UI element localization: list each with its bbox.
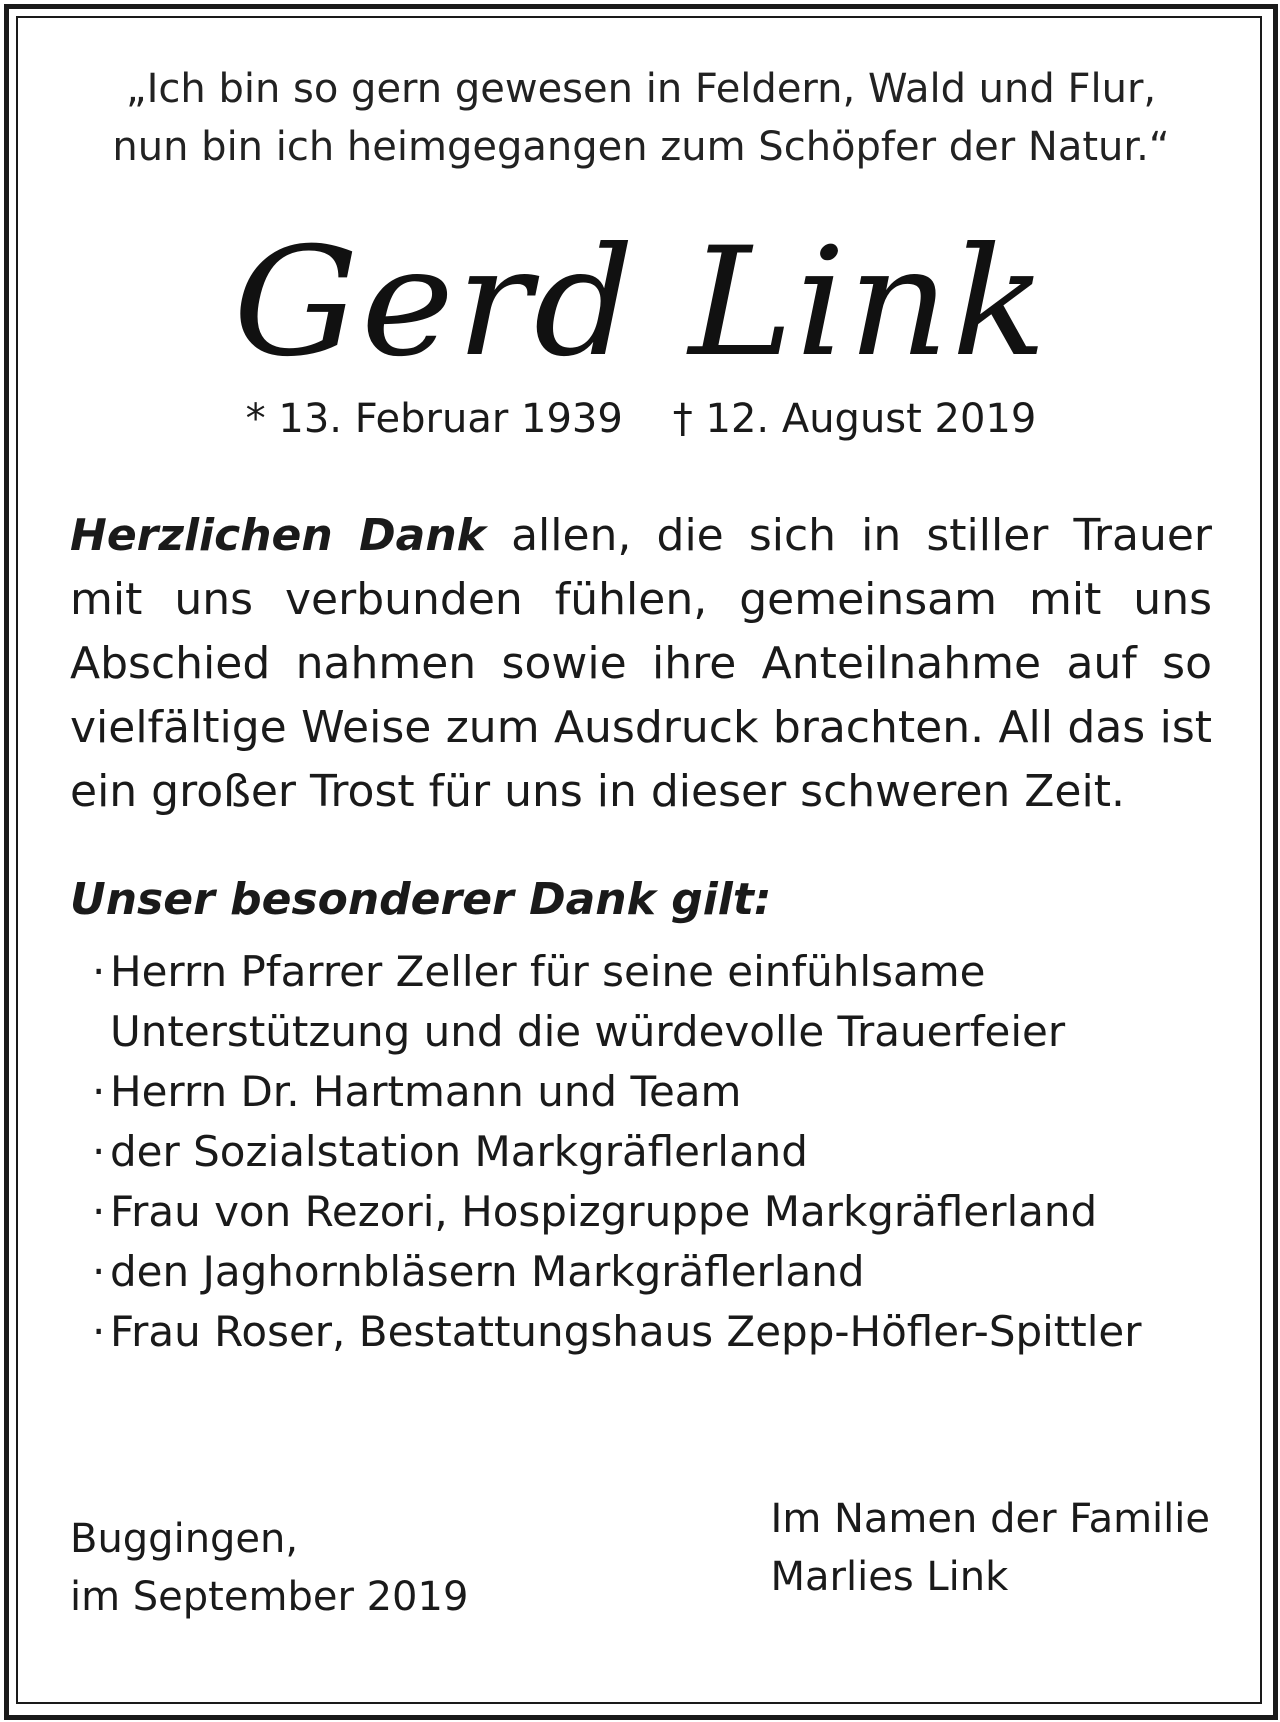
death-date: † 12. August 2019 (672, 396, 1037, 442)
obituary-notice (70, 50, 1212, 1362)
list-item: · Herrn Dr. Hartmann und Team (70, 1062, 1212, 1122)
life-dates (70, 394, 1212, 444)
quote-line-1: „Ich bin so gern gewesen in Feldern, Wald und Flur, (125, 66, 1157, 112)
list-item: · Frau von Rezori, Hospizgruppe Markgräflerland (70, 1182, 1212, 1242)
thanks-text: allen, die sich in stiller Trauer mit uns verbunden fühlen, gemeinsam mit uns Abschied nahmen sowie ihre Anteilnahme auf so vielfältige Weise zum Ausdruck brachten. All das ist ein großer Trost für uns in dieser schweren Zeit. (70, 510, 1212, 817)
notice-date: im September 2019 (70, 1574, 469, 1620)
birth-date: * 13. Februar 1939 (245, 396, 623, 442)
deceased-name: Gerd Link (233, 216, 1049, 390)
bullet-icon: · (92, 1067, 106, 1116)
bullet-icon: · (92, 1187, 106, 1236)
signer-name: Marlies Link (770, 1554, 1009, 1600)
special-thanks-list (70, 942, 1212, 1362)
place-date (70, 1510, 468, 1626)
list-item: · Frau Roser, Bestattungshaus Zepp-Höfler-Spittler (70, 1302, 1212, 1362)
bullet-icon: · (92, 947, 106, 996)
list-item: · der Sozialstation Markgräflerland (70, 1122, 1212, 1182)
thanks-paragraph (70, 504, 1212, 824)
list-item: · den Jaghornbläsern Markgräflerland (70, 1242, 1212, 1302)
special-thanks-heading: Unser besonderer Dank gilt: (70, 874, 772, 925)
bullet-icon: · (92, 1307, 106, 1356)
place: Buggingen, (70, 1516, 299, 1562)
bullet-icon: · (92, 1247, 106, 1296)
quote-line-2: nun bin ich heimgegangen zum Schöpfer der Natur.“ (112, 124, 1170, 170)
thanks-lead: Herzlichen Dank (70, 510, 486, 561)
bullet-icon: · (92, 1127, 106, 1176)
epigraph-quote (70, 60, 1212, 176)
list-item: · Herrn Pfarrer Zeller für seine einfühlsame (70, 942, 1212, 1002)
family-line: Im Namen der Familie (770, 1496, 1210, 1542)
signature-block (771, 1490, 1210, 1606)
list-item: Unterstützung und die würdevolle Trauerfeier (110, 1007, 1066, 1056)
